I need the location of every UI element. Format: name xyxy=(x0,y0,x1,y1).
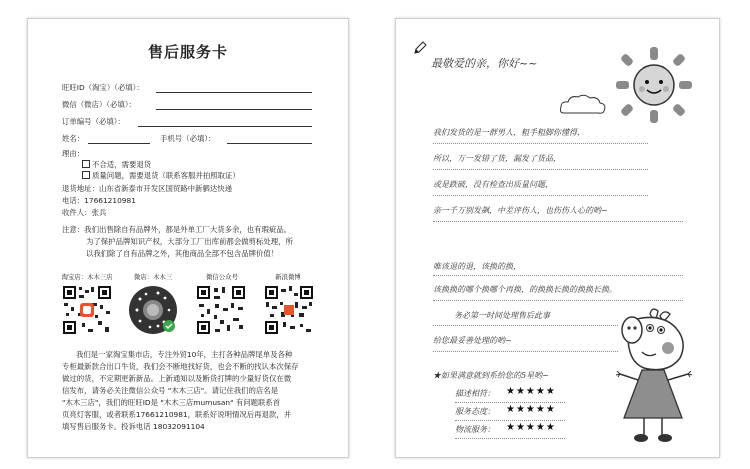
message-line-1: 我们发货的是一群男人，粗手粗脚你懂得， xyxy=(433,128,585,137)
order-label: 订单编号（必填）： xyxy=(62,117,125,126)
thank-you-card xyxy=(395,18,720,458)
intro-line-3: 做过的货，不定期更新新品。上新通知以及断货打牌的少量好货仅在微 xyxy=(62,374,292,383)
intro-line-1: 我们是一家淘宝集市店，专注外贸10年，主打各种品牌尾单及各种 xyxy=(76,350,293,359)
wangwang-line xyxy=(156,83,312,93)
rating-label-logistics: 物流服务： xyxy=(455,425,495,434)
receiver: 收件人：张兵 xyxy=(62,208,107,217)
cloud-doodle xyxy=(558,93,608,117)
qr-label-weidian: 微店：木木三 xyxy=(133,273,173,281)
rating-title: ★如果满意就到系给您的5星哟~ xyxy=(433,371,549,380)
pig-character-illustration xyxy=(608,306,708,446)
wechat-line xyxy=(156,100,312,110)
reason-option-1: 不合适，需要退货 xyxy=(82,160,151,170)
service-card xyxy=(27,18,349,458)
service-line-1: 务必第一时间处理售后此事 xyxy=(454,311,550,320)
message-line-2: 所以，万一发错了货，漏发了货品， xyxy=(433,154,561,163)
dotted-rule-11 xyxy=(455,438,565,439)
intro-line-7: 填写售后服务卡。投诉电话 18032091104 xyxy=(62,422,205,431)
dotted-rule-4 xyxy=(433,221,683,222)
message-line-3: 或是跌破，没有检查出质量问题， xyxy=(433,180,553,189)
order-line xyxy=(138,117,312,127)
rating-stars-description: ★★★★★ xyxy=(506,386,556,397)
name-label: 姓名： xyxy=(62,134,85,143)
wechat-label: 微信（微店）（必填）： xyxy=(62,100,136,109)
qr-label-wechat: 微信公众号 xyxy=(206,273,238,281)
phone-line xyxy=(227,134,312,144)
service-line-2: 给您最妥善处理的哟~ xyxy=(433,336,512,345)
rating-label-description: 描述相符： xyxy=(455,389,495,398)
exchange-line-2: 该换换的哪个换哪个再换，的换换长换的换换长换。 xyxy=(433,285,617,294)
rating-stars-service: ★★★★★ xyxy=(506,404,556,415)
pencil-icon xyxy=(413,41,427,55)
notice-line-3: 以我们除了自有品牌之外，其他商品全部不包含品牌价值！ xyxy=(86,249,279,258)
intro-line-5: "木木三店"，我们的旺旺ID是 "木木三店mumusan" 有问题联系首 xyxy=(62,398,281,407)
qr-label-taobao: 淘宝店：木木三店 xyxy=(61,273,113,281)
dotted-rule-8 xyxy=(433,351,618,352)
dotted-rule-10 xyxy=(455,420,565,421)
dotted-rule-7 xyxy=(433,325,618,326)
weibo-qr-code xyxy=(264,285,314,335)
weidian-qr-code xyxy=(128,285,178,335)
wangwang-label: 旺旺ID（淘宝）（必填）： xyxy=(62,83,144,92)
notice-line-1: 注意：我们出售除自有品牌外，都是外单工厂大货多余，也有瑕疵品。 xyxy=(62,225,292,234)
checkbox-2 xyxy=(82,171,90,179)
exchange-line-1: 唯该退的退，该换的换， xyxy=(433,262,521,271)
reason-label: 理由： xyxy=(62,149,85,158)
notice-line-2: 为了保护品牌知识产权，大部分工厂出库前都会做剪标处理，所 xyxy=(86,237,293,246)
wechat-qr-code xyxy=(196,285,246,335)
dotted-rule-5 xyxy=(433,275,683,276)
dotted-rule-6 xyxy=(433,300,683,301)
qr-label-weibo: 新浪微博 xyxy=(275,273,301,281)
name-line xyxy=(88,134,150,144)
card-title: 售后服务卡 xyxy=(147,43,228,61)
dotted-rule-2 xyxy=(433,169,648,170)
message-line-4: 亲一千万别发飙，中差评伤人，也伤伤人心的哟~ xyxy=(433,206,608,215)
intro-line-2: 专柜最新款合出口牛货，我们会不断地找好货，也会不断的找认本次保存 xyxy=(62,362,299,371)
taobao-qr-code xyxy=(62,285,112,335)
rating-stars-logistics: ★★★★★ xyxy=(506,422,556,433)
greeting: 最敬爱的亲，你好~~ xyxy=(431,57,538,70)
return-address: 退货地址：山东省新泰市开发区国贸路中新驷达快递 xyxy=(62,184,232,193)
rating-label-service: 服务态度： xyxy=(455,407,495,416)
return-phone: 电话：17661210981 xyxy=(62,196,136,205)
sun-illustration xyxy=(614,45,694,125)
dotted-rule-3 xyxy=(433,195,648,196)
checkbox-1 xyxy=(82,160,90,168)
intro-line-4: 信发布，请务必关注微信公众号 "木木三店"。请记住我们的店名是 xyxy=(62,386,279,395)
dotted-rule-1 xyxy=(433,143,648,144)
intro-line-6: 页亮灯客服，或者联系17661210981，联系好说明情况后再退款，并 xyxy=(62,410,292,419)
phone-label: 手机号（必填）： xyxy=(160,134,216,143)
reason-option-2: 质量问题，需要退货（联系客服并拍照取证） xyxy=(82,171,240,181)
dotted-rule-9 xyxy=(455,402,565,403)
